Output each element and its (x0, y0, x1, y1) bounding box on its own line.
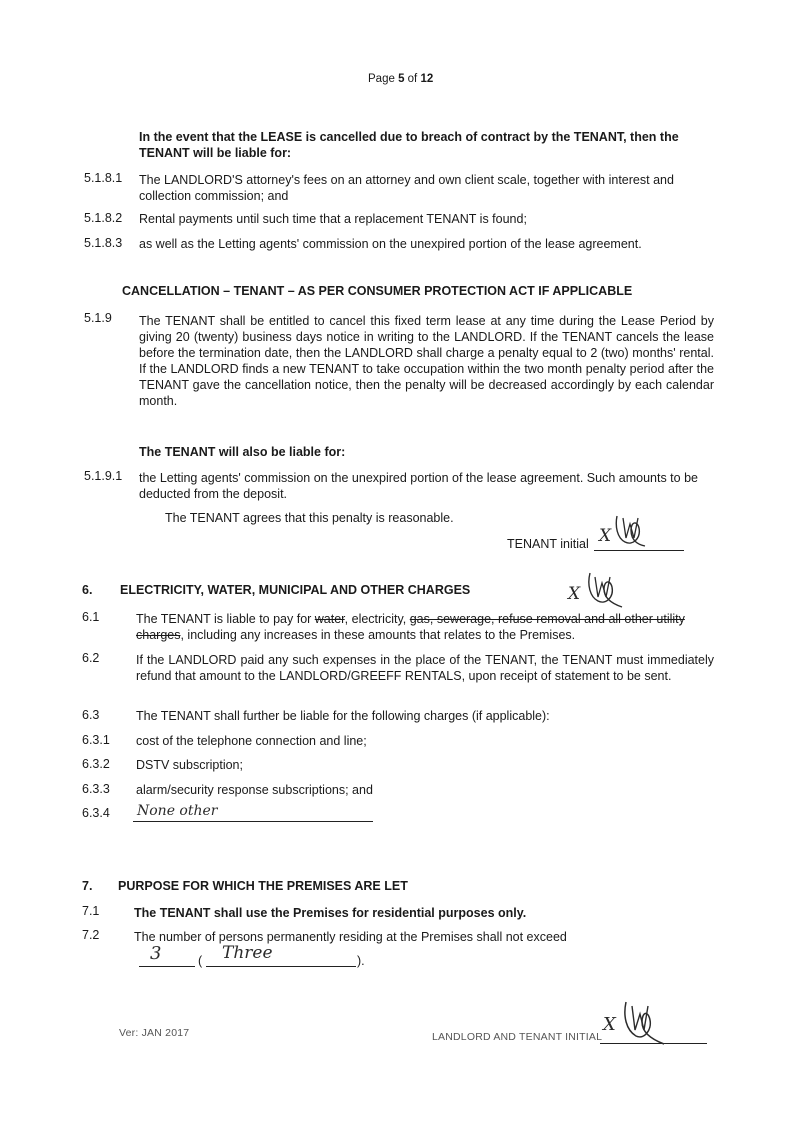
tenant-initial-signature (611, 510, 651, 550)
version-label: Ver: JAN 2017 (119, 1027, 190, 1039)
clause-number: 6.2 (82, 651, 100, 665)
struck-text: gas, sewerage, refuse removal and all other utility charges (136, 612, 685, 642)
clause-text: the Letting agents' commission on the unexpired portion of the lease agreement. Such amounts to be deducted from the deposit. (139, 471, 698, 501)
clause-number: 6.3.1 (82, 733, 110, 747)
page-current: 5 (398, 73, 405, 85)
clause-text: as well as the Letting agents' commission on the unexpired portion of the lease agreement. (139, 237, 642, 251)
section6-initial-signature (582, 567, 626, 609)
clause-text-part: The TENANT is liable to pay for (136, 612, 315, 626)
clause-number: 6.1 (82, 610, 100, 624)
clause-text-part: , electricity, (344, 612, 410, 626)
clause-text: The TENANT shall be entitled to cancel this fixed term lease at any time during the Lease Period by giving 20 (twenty) business days notice in writing to the LANDLORD. If the TENANT cancels the lease before the termination date, then the LANDLORD shall charge a penalty equal to 2 (two) months' rental. If the LANDLORD finds a new TENANT to take occupation within the two month penalty period after the TENANT gave the cancellation notice, then the penalty will be decreased accordingly by each calendar month. (139, 314, 714, 408)
clause-number: 5.1.8.2 (84, 211, 123, 225)
close-paren: ). (357, 954, 365, 968)
clause-text: The TENANT shall use the Premises for residential purposes only. (134, 906, 527, 920)
clause-number: 7.2 (82, 928, 100, 942)
clause-text (136, 611, 714, 643)
clause-text: If the LANDLORD paid any such expenses in the place of the TENANT, the TENANT must immediately refund that amount to the LANDLORD/GREEFF RENTALS, upon receipt of statement to be sent. (136, 653, 714, 683)
handwritten-line (133, 821, 373, 822)
clause-number: 5.1.8.1 (84, 171, 123, 185)
footer-initial-label: LANDLORD AND TENANT INITIAL (432, 1031, 603, 1043)
agree-text: The TENANT agrees that this penalty is reasonable. (165, 511, 454, 525)
page-of: of (404, 73, 421, 85)
page-prefix: Page (368, 73, 399, 85)
page-total: 12 (420, 73, 434, 85)
tenant-initial-label: TENANT initial (507, 537, 589, 551)
section6-initial-x: X (568, 584, 581, 604)
persons-number-line (139, 966, 195, 967)
section-number: 6. (82, 583, 93, 597)
clause-text-part: , including any increases in these amounts that relates to the Premises. (180, 628, 576, 642)
tenant-initial-x: X (599, 526, 612, 546)
clause-number: 6.3.4 (82, 806, 110, 820)
tenant-initial-line (594, 550, 684, 551)
breach-heading: In the event that the LEASE is cancelled due to breach of contract by the TENANT, then the TENANT will be liable for: (139, 130, 679, 160)
section-title: ELECTRICITY, WATER, MUNICIPAL AND OTHER CHARGES (120, 583, 471, 597)
clause-text: DSTV subscription; (136, 758, 243, 772)
clause-text: The number of persons permanently residing at the Premises shall not exceed (134, 930, 567, 944)
clause-number: 6.3.2 (82, 757, 110, 771)
section-title: PURPOSE FOR WHICH THE PREMISES ARE LET (118, 879, 408, 893)
clause-number: 6.3.3 (82, 782, 110, 796)
persons-word: Three (222, 943, 273, 963)
clause-text: The TENANT shall further be liable for the following charges (if applicable): (136, 709, 550, 723)
footer-initial-signature (618, 996, 668, 1046)
persons-word-line (206, 966, 356, 967)
clause-number: 7.1 (82, 904, 100, 918)
struck-text: water (314, 612, 345, 626)
clause-number: 5.1.8.3 (84, 236, 123, 250)
clause-number: 6.3 (82, 708, 100, 722)
clause-number: 5.1.9.1 (84, 469, 123, 483)
clause-text: The LANDLORD'S attorney's fees on an attorney and own client scale, together with interest and collection commission; and (139, 173, 674, 203)
persons-number: 3 (150, 943, 162, 964)
clause-text: cost of the telephone connection and line; (136, 734, 367, 748)
also-liable-heading: The TENANT will also be liable for: (139, 445, 346, 459)
clause-text: Rental payments until such time that a replacement TENANT is found; (139, 212, 527, 226)
footer-initial-x: X (603, 1014, 616, 1035)
page-number (368, 73, 433, 85)
handwritten-entry: None other (137, 803, 218, 819)
open-paren: ( (198, 954, 203, 968)
clause-text: alarm/security response subscriptions; and (136, 783, 373, 797)
section-number: 7. (82, 879, 93, 893)
cancellation-heading: CANCELLATION – TENANT – AS PER CONSUMER PROTECTION ACT IF APPLICABLE (122, 284, 633, 298)
clause-number: 5.1.9 (84, 311, 112, 325)
